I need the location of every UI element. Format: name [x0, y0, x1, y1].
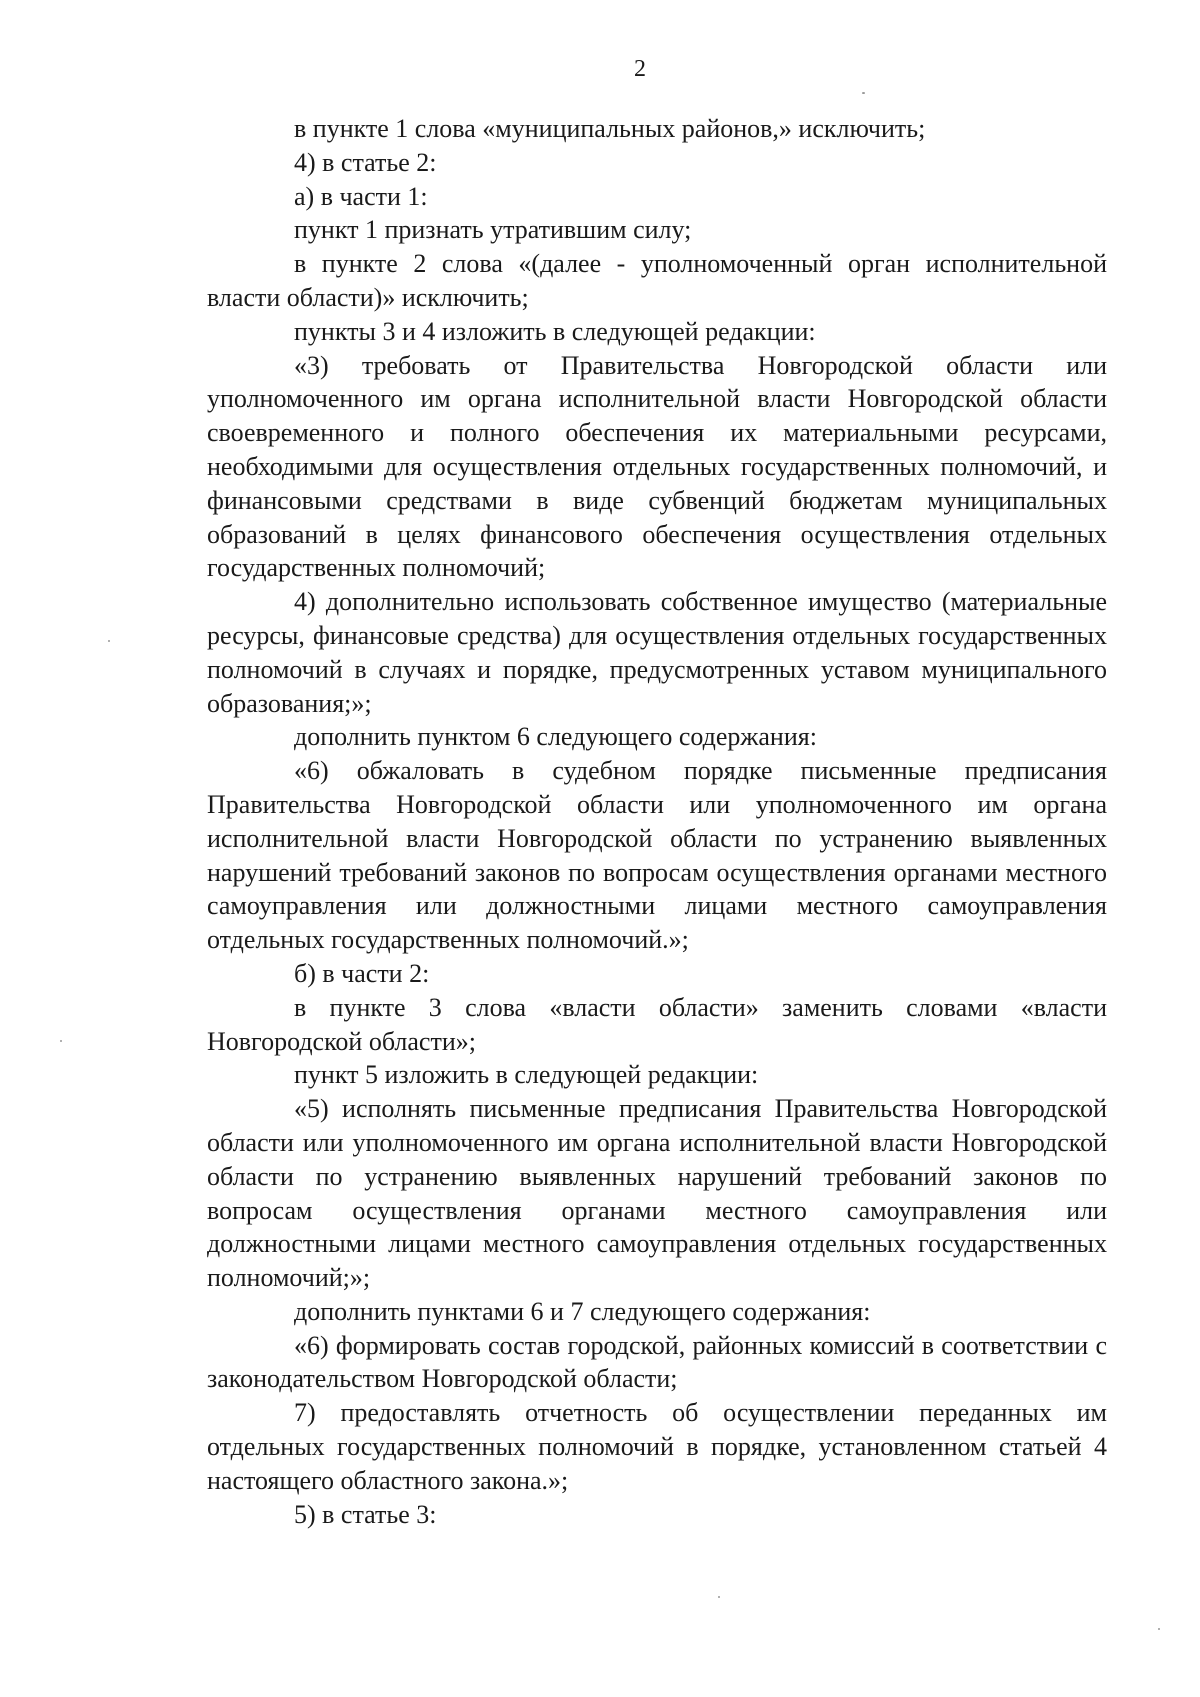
paragraph: «6) обжаловать в судебном порядке письменные предписания Правительства Новгородской области или уполномоченного им органа исполнительной власти Новгородской области по устранению выявленных нарушений требований законов по вопросам осуществления органами местного самоуправления или должностными лицами местного самоуправления отдельных государственных полномочий.»; [207, 756, 1107, 955]
paragraph: в пункте 2 слова «(далее - уполномоченный орган исполнительной власти области)» исключить; [207, 249, 1107, 312]
document-body [207, 112, 1107, 1531]
scan-speck [60, 1040, 62, 1042]
paragraph: пункт 1 признать утратившим силу; [294, 215, 692, 245]
scan-speck [1158, 1628, 1160, 1630]
paragraph: дополнить пунктом 6 следующего содержания: [294, 722, 817, 752]
scan-speck [108, 640, 110, 642]
paragraph: пункт 5 изложить в следующей редакции: [294, 1060, 759, 1090]
paragraph: 4) дополнительно использовать собственное имущество (материальные ресурсы, финансовые средства) для осуществления отдельных государственных полномочий в случаях и порядке, предусмотренных уставом муниципального образования;»; [207, 587, 1107, 718]
paragraph: 5) в статье 3: [294, 1499, 437, 1529]
scan-speck [718, 1596, 720, 1598]
paragraph: пункты 3 и 4 изложить в следующей редакции: [294, 316, 816, 346]
paragraph: в пункте 3 слова «власти области» заменить словами «власти Новгородской области»; [207, 992, 1107, 1056]
paragraph: «5) исполнять письменные предписания Правительства Новгородской области или уполномоченного им органа исполнительной власти Новгородской области по устранению выявленных нарушений требований законов по вопросам осуществления органами местного самоуправления или должностными лицами местного самоуправления отдельных государственных полномочий;»; [207, 1094, 1107, 1293]
paragraph: 4) в статье 2: [294, 147, 437, 177]
paragraph: «3) требовать от Правительства Новгородской области или уполномоченного им органа исполнительной власти Новгородской области своевременного и полного обеспечения их материальными ресурсами, необходимыми для осуществления отдельных государственных полномочий, и финансовыми средствами в виде субвенций бюджетам муниципальных образований в целях финансового обеспечения осуществления отдельных государственных полномочий; [207, 350, 1107, 583]
paragraph: 7) предоставлять отчетность об осуществлении переданных им отдельных государственных полномочий в порядке, установленном статьей 4 настоящего областного закона.»; [207, 1398, 1107, 1495]
scan-speck [862, 92, 865, 94]
paragraph: в пункте 1 слова «муниципальных районов,» исключить; [294, 114, 926, 143]
paragraph: «6) формировать состав городской, районных комиссий в соответствии с законодательством Новгородской области; [207, 1330, 1107, 1394]
paragraph: дополнить пунктами 6 и 7 следующего содержания: [294, 1296, 871, 1326]
page-number: 2 [634, 56, 646, 82]
paragraph: б) в части 2: [294, 958, 430, 988]
paragraph: а) в части 1: [294, 181, 428, 211]
